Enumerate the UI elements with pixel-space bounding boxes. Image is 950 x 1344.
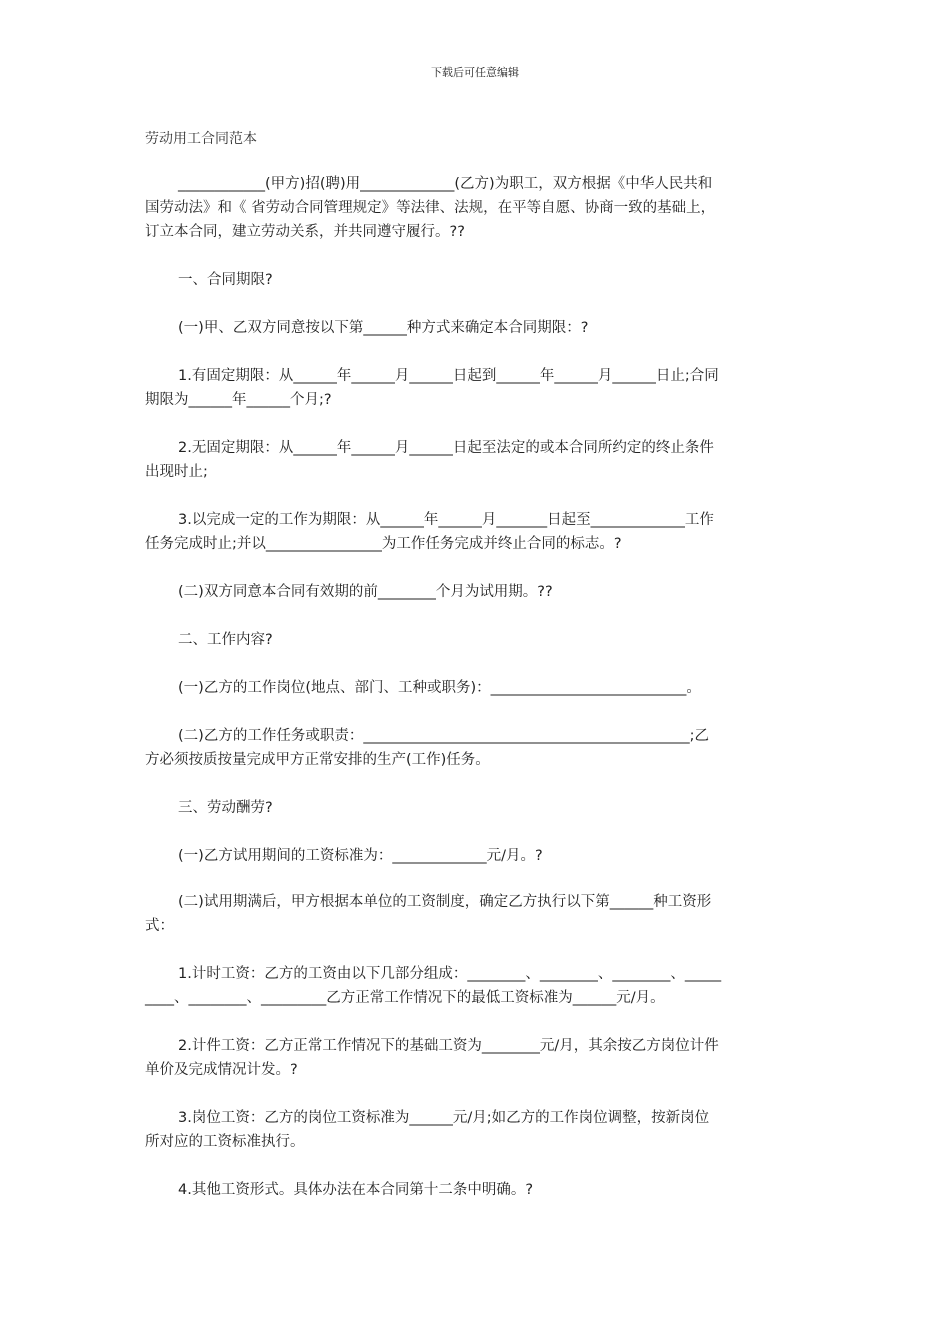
text-line: 3.岗位工资：乙方的岗位工资标准为______元/月;如乙方的工作岗位调整，按新岗位 [178,1110,710,1126]
clause-paragraph [145,676,807,700]
text-line: 1.有固定期限：从______年______月______日起到______年______月______日止;合同 [178,368,719,384]
text-line: 3.以完成一定的工作为期限：从______年______月_______日起至_____________工作 [178,512,714,528]
text-line: 任务完成时止;并以________________为工作任务完成并终止合同的标志。? [145,536,622,552]
clause-paragraph [145,890,807,938]
clause-paragraph [145,436,807,484]
clause-paragraph [145,508,807,556]
text-line: 订立本合同，建立劳动关系，并共同遵守履行。?? [145,224,465,240]
text-line: 式： [145,918,174,934]
text-line: ____________(甲方)招(聘)用_____________(乙方)为职工，双方根据《中华人民共和 [178,176,713,192]
clause-paragraph [145,1034,807,1082]
text-line: 2.计件工资：乙方正常工作情况下的基础工资为________元/月，其余按乙方岗位计件 [178,1038,719,1054]
text-line: 国劳动法》和《 省劳动合同管理规定》等法律、法规，在平等自愿、协商一致的基础上， [145,200,716,216]
text-line: 期限为______年______个月;? [145,392,332,408]
text-line: (一)乙方的工作岗位(地点、部门、工种或职务)：___________________________。 [178,680,701,696]
clause-paragraph [145,580,807,604]
text-line: 二、工作内容? [178,632,273,648]
text-line: 单价及完成情况计发。? [145,1062,298,1078]
text-line: (一)甲、乙双方同意按以下第______种方式来确定本合同期限：? [178,320,589,336]
section-heading-term [145,268,807,292]
document-title: 劳动用工合同范本 [145,131,257,147]
text-line: 一、合同期限? [178,272,273,288]
section-heading-pay [145,796,807,820]
preamble-paragraph [145,172,807,244]
text-line: 1.计时工资：乙方的工资由以下几部分组成：________、________、________、_____ [178,966,722,982]
text-line: 所对应的工资标准执行。 [145,1134,305,1150]
text-line: 方必须按质按量完成甲方正常安排的生产(工作)任务。 [145,752,490,768]
clause-paragraph [145,316,807,340]
clause-paragraph [145,724,807,772]
text-line: (二)试用期满后，甲方根据本单位的工资制度，确定乙方执行以下第______种工资形 [178,894,712,910]
text-line: 2.无固定期限：从______年______月______日起至法定的或本合同所约定的终止条件 [178,440,714,456]
clause-paragraph [145,364,807,412]
section-heading-work [145,628,807,652]
page-header: 下载后可任意编辑 [431,66,519,79]
text-line: 出现时止; [145,464,208,480]
clause-paragraph [145,962,807,1010]
clause-paragraph [145,844,807,868]
text-line: ____、________、_________乙方正常工作情况下的最低工资标准为______元/月。 [145,990,665,1006]
clause-paragraph [145,1106,807,1154]
text-line: (二)双方同意本合同有效期的前________个月为试用期。?? [178,584,553,600]
clause-paragraph [145,1178,807,1202]
text-line: 三、劳动酬劳? [178,800,273,816]
text-line: (二)乙方的工作任务或职责：_____________________________________________;乙 [178,728,709,744]
text-line: 4.其他工资形式。具体办法在本合同第十二条中明确。? [178,1182,534,1198]
text-line: (一)乙方试用期间的工资标准为：_____________元/月。? [178,848,543,864]
